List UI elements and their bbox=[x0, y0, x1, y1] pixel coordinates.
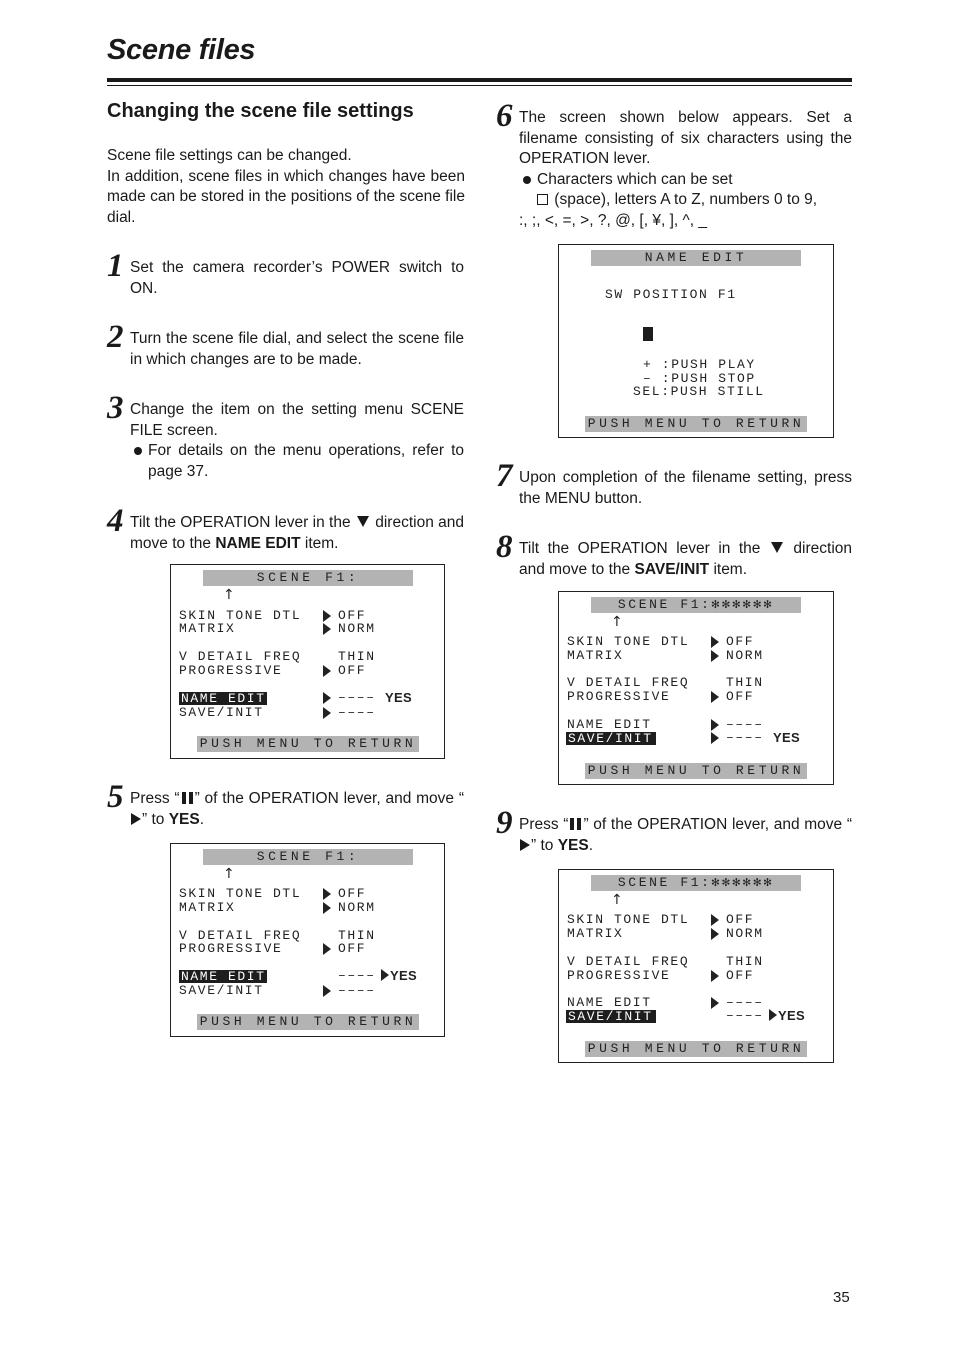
item-name-edit-selected: NAME EDIT bbox=[181, 969, 266, 984]
intro-line-1: Scene file settings can be changed. bbox=[107, 147, 352, 164]
item-v-detail-freq: V DETAIL FREQ bbox=[179, 928, 302, 943]
space-square-icon bbox=[537, 194, 548, 205]
item-matrix: MATRIX bbox=[179, 621, 236, 636]
item-name-edit-selected: NAME EDIT bbox=[181, 691, 266, 706]
item-name-edit: NAME EDIT bbox=[567, 717, 652, 732]
item-matrix: MATRIX bbox=[179, 900, 236, 915]
step-8-number: 8 bbox=[496, 529, 513, 565]
item-skin-tone-dtl: SKIN TONE DTL bbox=[179, 608, 302, 623]
cursor-arrow-icon bbox=[711, 719, 719, 731]
intro-line-2: In addition, scene files in which changes have been made can be stored in the positions of the scene file dial. bbox=[107, 167, 465, 226]
step-5-text-pre: Press “ bbox=[130, 790, 180, 807]
screen-header: SCENE F1:✻✻✻✻✻✻ bbox=[591, 875, 801, 891]
cursor-arrow-icon bbox=[769, 1009, 777, 1021]
cursor-arrow-icon bbox=[711, 914, 719, 926]
screen-footer: PUSH MENU TO RETURN bbox=[197, 736, 419, 752]
step-5-text bbox=[130, 789, 464, 830]
up-arrow-icon: ↑ bbox=[223, 866, 235, 882]
value-name-edit: –––– bbox=[726, 995, 764, 1010]
value-norm: NORM bbox=[338, 900, 376, 915]
up-arrow-icon: ↑ bbox=[611, 892, 623, 908]
bullet-icon bbox=[523, 176, 531, 184]
value-yes: YES bbox=[390, 968, 417, 983]
help-minus: – :PUSH STOP bbox=[643, 371, 756, 386]
step-6-number: 6 bbox=[496, 98, 513, 134]
step-8-text-post: item. bbox=[713, 560, 748, 578]
step-3-number: 3 bbox=[107, 390, 124, 426]
item-v-detail-freq: V DETAIL FREQ bbox=[179, 649, 302, 664]
cursor-arrow-icon bbox=[323, 902, 331, 914]
step-1-text: Set the camera recorder’s POWER switch to ON. bbox=[130, 259, 464, 297]
cursor-arrow-icon bbox=[711, 970, 719, 982]
value-yes: YES bbox=[385, 690, 412, 705]
pause-icon bbox=[181, 792, 194, 804]
item-skin-tone-dtl: SKIN TONE DTL bbox=[567, 912, 690, 927]
header-rule-thin bbox=[107, 85, 852, 86]
menu-screen-d bbox=[558, 591, 834, 785]
cursor-arrow-icon bbox=[323, 985, 331, 997]
step-7-text: Upon completion of the filename setting, press the MENU button. bbox=[519, 469, 852, 507]
value-save-init: –––– bbox=[726, 730, 764, 745]
step-3-bullet bbox=[130, 441, 464, 482]
section-heading: Changing the scene file settings bbox=[107, 100, 414, 122]
up-arrow-icon: ↑ bbox=[223, 587, 235, 603]
cursor-arrow-icon bbox=[323, 692, 331, 704]
text-cursor-block bbox=[643, 327, 653, 341]
step-8-text-pre: Tilt the OPERATION lever in the bbox=[519, 540, 761, 557]
value-yes: YES bbox=[778, 1008, 805, 1023]
step-1-number: 1 bbox=[107, 248, 124, 284]
screen-footer: PUSH MENU TO RETURN bbox=[585, 416, 807, 432]
step-5-text-bold: YES bbox=[168, 810, 200, 828]
item-v-detail-freq: V DETAIL FREQ bbox=[567, 954, 690, 969]
cursor-arrow-icon bbox=[711, 691, 719, 703]
step-9-text-bold: YES bbox=[557, 836, 589, 854]
item-save-init-selected: SAVE/INIT bbox=[566, 732, 656, 745]
item-save-init: SAVE/INIT bbox=[179, 705, 264, 720]
item-progressive: PROGRESSIVE bbox=[179, 941, 283, 956]
item-skin-tone-dtl: SKIN TONE DTL bbox=[567, 634, 690, 649]
value-thin: THIN bbox=[726, 954, 764, 969]
step-4-text bbox=[130, 513, 464, 554]
value-thin: THIN bbox=[338, 928, 376, 943]
step-5-text-mid2: ” to bbox=[142, 810, 165, 828]
step-9-text-pre: Press “ bbox=[519, 816, 569, 833]
value-save-init: –––– bbox=[726, 1008, 764, 1023]
menu-screen-e bbox=[558, 869, 834, 1063]
step-6-chars-b: :, ;, <, =, >, ?, @, [, ¥, ], ^, _ bbox=[519, 211, 707, 229]
step-9-text-mid: ” of the OPERATION lever, and move “ bbox=[583, 816, 852, 833]
step-5-text-post: . bbox=[199, 810, 205, 828]
step-5-text-mid: ” of the OPERATION lever, and move “ bbox=[194, 790, 464, 807]
header-rule-thick bbox=[107, 78, 852, 82]
sw-position-label: SW POSITION F1 bbox=[605, 287, 737, 302]
screen-footer: PUSH MENU TO RETURN bbox=[197, 1014, 419, 1030]
help-sel: SEL:PUSH STILL bbox=[633, 384, 765, 399]
value-thin: THIN bbox=[338, 649, 376, 664]
value-yes: YES bbox=[773, 730, 800, 745]
step-8-text-bold: SAVE/INIT bbox=[634, 560, 710, 578]
cursor-arrow-icon bbox=[323, 888, 331, 900]
step-6-chars-a: (space), letters A to Z, numbers 0 to 9, bbox=[550, 191, 818, 208]
screen-footer: PUSH MENU TO RETURN bbox=[585, 1041, 807, 1057]
play-triangle-icon bbox=[131, 813, 141, 825]
cursor-arrow-icon bbox=[711, 928, 719, 940]
step-3-bullet-text: For details on the menu operations, refer to page 37. bbox=[148, 442, 464, 480]
step-4-number: 4 bbox=[107, 503, 124, 539]
page-title: Scene files bbox=[107, 34, 256, 66]
item-skin-tone-dtl: SKIN TONE DTL bbox=[179, 886, 302, 901]
value-save-init: –––– bbox=[338, 983, 376, 998]
step-7-number: 7 bbox=[496, 458, 513, 494]
step-6-chars-line-a bbox=[519, 190, 852, 211]
value-off-2: OFF bbox=[726, 968, 755, 983]
step-6-block bbox=[519, 108, 852, 231]
step-9-text bbox=[519, 815, 852, 856]
page-number: 35 bbox=[833, 1289, 850, 1306]
item-name-edit: NAME EDIT bbox=[567, 995, 652, 1010]
step-4-text-pre: Tilt the OPERATION lever in the bbox=[130, 514, 351, 531]
down-triangle-icon bbox=[771, 542, 783, 553]
up-arrow-icon: ↑ bbox=[611, 614, 623, 630]
step-6-bullet-text: Characters which can be set bbox=[537, 170, 733, 188]
item-save-init-selected: SAVE/INIT bbox=[566, 1010, 656, 1023]
value-name-edit: –––– bbox=[726, 717, 764, 732]
step-4-text-bold: NAME EDIT bbox=[215, 534, 301, 552]
step-5-number: 5 bbox=[107, 779, 124, 815]
step-6-text: The screen shown below appears. Set a filename consisting of six characters using the OPERATION lever. bbox=[519, 109, 852, 167]
value-save-init: –––– bbox=[338, 705, 376, 720]
menu-screen-b bbox=[170, 843, 445, 1037]
step-4-text-mid: direction and move to the bbox=[130, 514, 465, 552]
play-triangle-icon bbox=[520, 839, 530, 851]
cursor-arrow-icon bbox=[323, 665, 331, 677]
value-off-2: OFF bbox=[338, 941, 367, 956]
value-norm: NORM bbox=[338, 621, 376, 636]
screen-header: SCENE F1: bbox=[203, 849, 413, 865]
menu-screen-a bbox=[170, 564, 445, 759]
value-norm: NORM bbox=[726, 648, 764, 663]
value-name-edit: –––– bbox=[338, 968, 376, 983]
bullet-icon bbox=[134, 447, 142, 455]
cursor-arrow-icon bbox=[711, 636, 719, 648]
intro-paragraph bbox=[107, 146, 465, 228]
value-off: OFF bbox=[338, 886, 367, 901]
item-progressive: PROGRESSIVE bbox=[567, 689, 671, 704]
value-off-2: OFF bbox=[726, 689, 755, 704]
cursor-arrow-icon bbox=[711, 732, 719, 744]
value-off-2: OFF bbox=[338, 663, 367, 678]
pause-icon bbox=[569, 818, 582, 830]
value-off: OFF bbox=[338, 608, 367, 623]
item-save-init: SAVE/INIT bbox=[179, 983, 264, 998]
value-off: OFF bbox=[726, 634, 755, 649]
step-2-text: Turn the scene file dial, and select the scene file in which changes are to be made. bbox=[130, 330, 464, 368]
step-8-text bbox=[519, 539, 852, 580]
step-6-bullet bbox=[519, 170, 852, 191]
screen-header: SCENE F1: bbox=[203, 570, 413, 586]
cursor-arrow-icon bbox=[323, 943, 331, 955]
item-matrix: MATRIX bbox=[567, 648, 624, 663]
value-norm: NORM bbox=[726, 926, 764, 941]
step-2-number: 2 bbox=[107, 319, 124, 355]
step-3-block bbox=[130, 400, 464, 482]
value-thin: THIN bbox=[726, 675, 764, 690]
item-progressive: PROGRESSIVE bbox=[179, 663, 283, 678]
cursor-arrow-icon bbox=[381, 969, 389, 981]
value-off: OFF bbox=[726, 912, 755, 927]
screen-header: SCENE F1:✻✻✻✻✻✻ bbox=[591, 597, 801, 613]
item-progressive: PROGRESSIVE bbox=[567, 968, 671, 983]
help-plus: + :PUSH PLAY bbox=[643, 357, 756, 372]
value-name-edit: –––– bbox=[338, 690, 376, 705]
cursor-arrow-icon bbox=[711, 650, 719, 662]
down-triangle-icon bbox=[357, 516, 369, 527]
step-9-text-mid2: ” to bbox=[531, 836, 554, 854]
step-9-text-post: . bbox=[588, 836, 594, 854]
cursor-arrow-icon bbox=[323, 610, 331, 622]
item-matrix: MATRIX bbox=[567, 926, 624, 941]
step-4-text-post: item. bbox=[304, 534, 339, 552]
cursor-arrow-icon bbox=[711, 997, 719, 1009]
step-3-text: Change the item on the setting menu SCENE FILE screen. bbox=[130, 401, 464, 439]
cursor-arrow-icon bbox=[323, 707, 331, 719]
step-8-text-mid: direction and move to the bbox=[519, 540, 853, 578]
screen-footer: PUSH MENU TO RETURN bbox=[585, 763, 807, 779]
step-9-number: 9 bbox=[496, 805, 513, 841]
screen-header: NAME EDIT bbox=[591, 250, 801, 266]
cursor-arrow-icon bbox=[323, 623, 331, 635]
name-edit-screen bbox=[558, 244, 834, 438]
item-v-detail-freq: V DETAIL FREQ bbox=[567, 675, 690, 690]
